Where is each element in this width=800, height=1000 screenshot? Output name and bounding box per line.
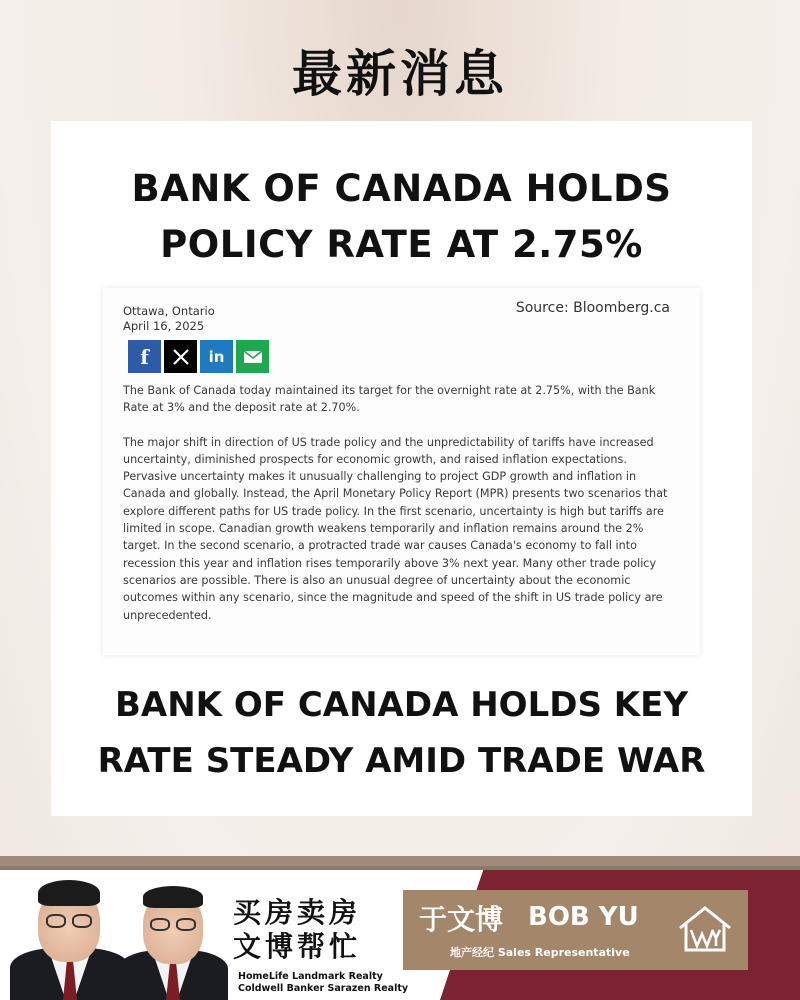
email-share-button[interactable] [236, 340, 269, 373]
article-meta [123, 304, 215, 334]
share-buttons [128, 340, 269, 373]
linkedin-icon: in [208, 347, 225, 366]
footer-divider [0, 856, 800, 866]
brokerage-1: HomeLife Landmark Realty [238, 971, 383, 982]
news-subheadline [51, 677, 752, 789]
article-paragraph-2: The major shift in direction of US trade policy and the unpredictability of tariffs have increased uncertainty, diminished prospects for economic growth, and raised inflation expectations. Pervasive uncertainty makes it unusually challenging to project GDP growth and inflation in Canada and globally. Instead, the April Monetary Policy Report (MPR) presents two scenarios that explore different paths for US trade policy. In the first scenario, uncertainty is high but tariffs are limited in scope. Canadian growth weakens temporarily and inflation remains around the 2% target. In the second scenario, a protracted trade war causes Canada's economy to fall into recession this year and inflation rises temporarily above 3% next year. Many other trade policy scenarios are possible. There is also an unusual degree of uncertainty about the economic outcomes within any scenario, since the magnitude and speed of the shift in US trade policy are unprecedented. [123, 435, 668, 622]
brokerage-list [238, 971, 408, 995]
article-date: April 16, 2025 [123, 319, 205, 333]
linkedin-share-button[interactable] [200, 340, 233, 373]
facebook-share-button[interactable] [128, 340, 161, 373]
x-share-button[interactable] [164, 340, 197, 373]
agent-photo-1 [10, 870, 130, 1000]
article-excerpt [103, 288, 700, 655]
email-icon [243, 350, 263, 364]
agent-footer [0, 866, 800, 1000]
agent-title: 地产经纪 Sales Representative [450, 946, 630, 959]
article-body [123, 382, 668, 641]
news-subheadline-line1: BANK OF CANADA HOLDS KEY [114, 685, 688, 725]
news-card [51, 121, 752, 816]
news-headline-line2: POLICY RATE AT 2.75% [160, 223, 643, 266]
brokerage-2: Coldwell Banker Sarazen Realty [238, 983, 409, 994]
agent-name-box [403, 890, 748, 970]
agent-name-en: BOB YU [528, 902, 639, 932]
page-header [0, 30, 800, 110]
agent-slogan [233, 896, 403, 964]
agent-photo-2 [118, 882, 228, 1000]
article-paragraph-1: The Bank of Canada today maintained its target for the overnight rate at 2.75%, with the Bank Rate at 3% and the deposit rate at 2.70%. [123, 384, 656, 415]
article-location: Ottawa, Ontario [123, 304, 215, 318]
news-headline-line1: BANK OF CANADA HOLDS [131, 167, 672, 210]
article-source: Source: Bloomberg.ca [515, 300, 670, 316]
page-title: 最新消息 [292, 45, 508, 103]
news-subheadline-line2: RATE STEADY AMID TRADE WAR [97, 741, 706, 781]
x-icon [172, 348, 190, 366]
facebook-icon: f [140, 344, 149, 369]
house-wy-logo-icon [676, 902, 734, 958]
slogan-line2: 文博帮忙 [233, 930, 362, 963]
news-headline [51, 161, 752, 273]
slogan-line1: 买房卖房 [233, 896, 362, 929]
agent-name-cn: 于文博 [419, 903, 504, 936]
